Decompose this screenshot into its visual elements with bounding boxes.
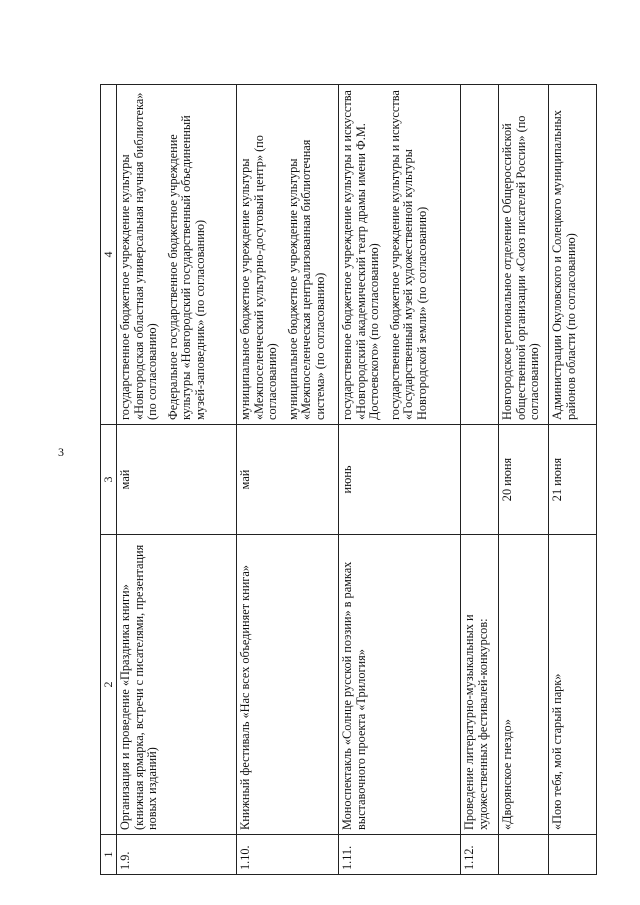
organizer: государственное бюджетное учреждение культуры и искусства «Государственный музей художественной культуры Новгородской земли» (по согласованию) xyxy=(387,90,429,420)
empty-cell xyxy=(461,425,499,535)
event-cell: «Пою тебя, мой старый парк» xyxy=(549,535,597,835)
header-row xyxy=(101,85,117,875)
rotated-table-container xyxy=(100,85,578,875)
event-cell: Моноспектакль «Солнце русской поэзии» в рамках выставочного проекта «Трилогия» xyxy=(339,535,461,835)
header-col-3: 3 xyxy=(101,425,117,535)
row-number: 1.12. xyxy=(461,835,499,875)
organizers-cell xyxy=(339,85,461,425)
header-col-1: 1 xyxy=(101,835,117,875)
sub-row xyxy=(499,85,549,875)
event-cell: Книжный фестиваль «Нас всех объединяет книга» xyxy=(237,535,339,835)
lead-cell xyxy=(461,535,499,835)
page-number: 3 xyxy=(58,445,64,459)
row-number: 1.10. xyxy=(237,835,339,875)
empty-cell xyxy=(461,85,499,425)
organizers-cell: Новгородское региональное отделение Общероссийской общественной организации «Союз писателей России» (по согласованию) xyxy=(499,85,549,425)
table-row xyxy=(461,85,499,875)
table-row xyxy=(339,85,461,875)
header-col-4: 4 xyxy=(101,85,117,425)
organizer: государственное бюджетное учреждение культуры «Новгородская областная универсальная научная библиотека» (по согласованию) xyxy=(118,92,160,420)
organizers-cell xyxy=(237,85,339,425)
empty-cell xyxy=(549,835,597,875)
row-number: 1.11. xyxy=(339,835,461,875)
events-table xyxy=(100,84,597,875)
table-row xyxy=(237,85,339,875)
date-cell: май xyxy=(117,425,237,535)
lead-text: Проведение литературно-музыкальных и художественных фестивалей-конкурсов: xyxy=(462,614,490,830)
organizers-cell xyxy=(117,85,237,425)
organizer: государственное бюджетное учреждение культуры и искусства «Новгородский академический театр драмы имени Ф.М. Достоевского» (по согласованию) xyxy=(340,90,382,420)
date-cell: май xyxy=(237,425,339,535)
sub-row xyxy=(549,85,597,875)
date-cell: 20 июня xyxy=(499,425,549,535)
organizer: муниципальное бюджетное учреждение культуры «Межпоселенческий культурно-досуговый центр» (по согласованию) xyxy=(238,135,280,420)
empty-cell xyxy=(499,835,549,875)
header-col-2: 2 xyxy=(101,535,117,835)
table-row xyxy=(117,85,237,875)
date-cell: 21 июня xyxy=(549,425,597,535)
organizer: муниципальное бюджетное учреждение культуры «Межпоселенческая централизованная библиотечная система» (по согласованию) xyxy=(285,139,327,420)
row-number: 1.9. xyxy=(117,835,237,875)
organizers-cell: Администрации Окуловского и Солецкого муниципальных районов области (по согласованию) xyxy=(549,85,597,425)
organizer: Федеральное государственное бюджетное учреждение культуры «Новгородский государственный объединенный музей-заповедник» (по согласованию) xyxy=(165,115,207,420)
event-cell: Организация и проведение «Праздника книги» (книжная ярмарка, встречи с писателями, презентация новых изданий) xyxy=(117,535,237,835)
event-cell: «Дворянское гнездо» xyxy=(499,535,549,835)
date-cell: июнь xyxy=(339,425,461,535)
